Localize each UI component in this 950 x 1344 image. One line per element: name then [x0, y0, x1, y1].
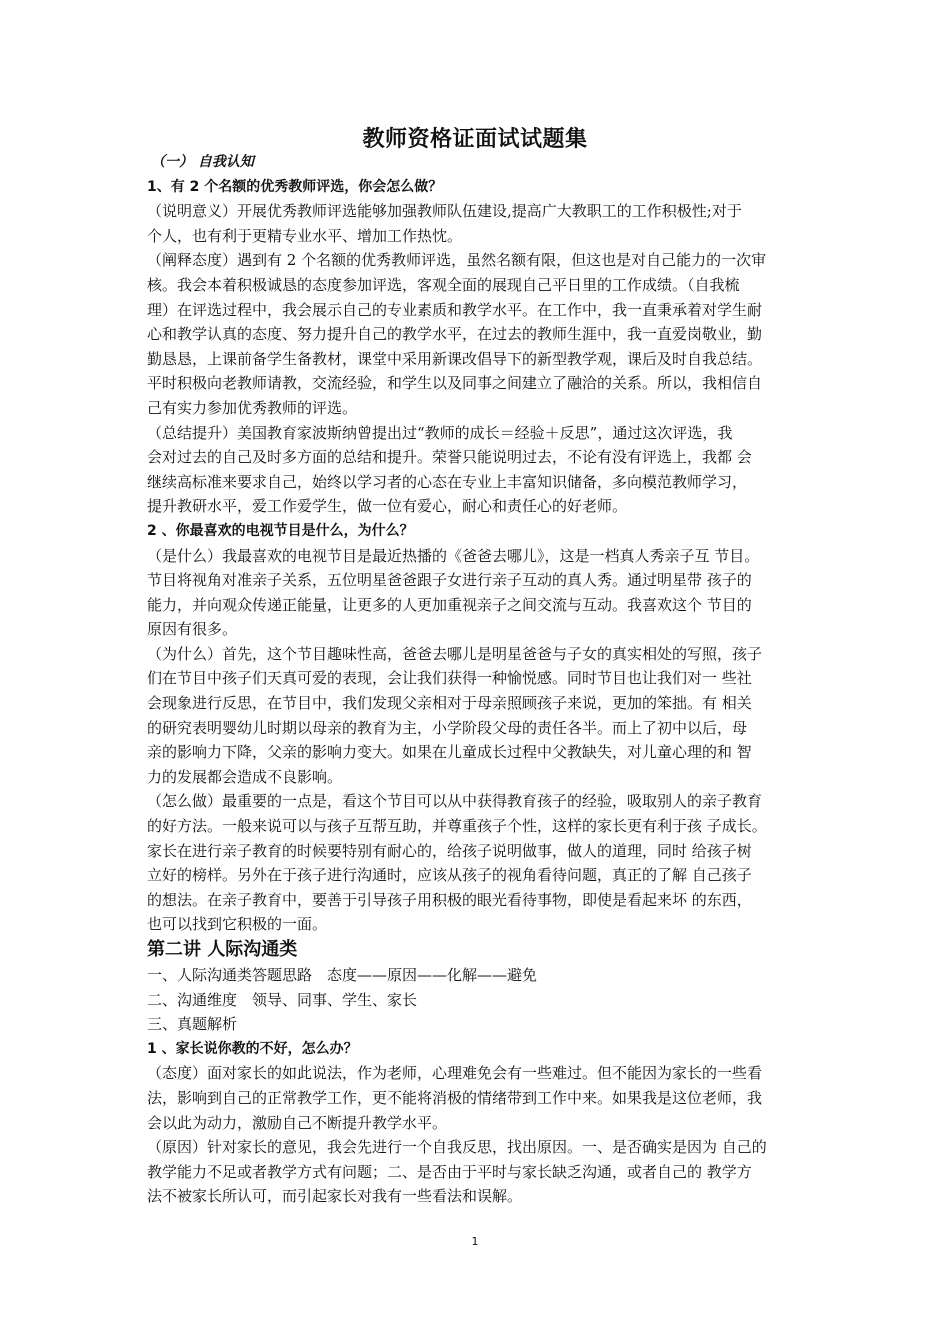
question-heading: 1、有 2 个名额的优秀教师评选，你会怎么做？ [147, 178, 443, 195]
question-heading: 1 、家长说你教的不好，怎么办？ [147, 1040, 358, 1057]
text-line: 己有实力参加优秀教师的评选。 [147, 398, 358, 417]
text-line: 节目将视角对准亲子关系，五位明星爸爸跟子女进行亲子互动的真人秀。通过明星带 孩子的 [147, 571, 752, 590]
text-line: 原因有很多。 [147, 620, 238, 639]
question-heading: 2 、你最喜欢的电视节目是什么，为什么？ [147, 522, 414, 539]
answer-block [147, 1061, 811, 1209]
text-line: 的好方法。一般来说可以与孩子互帮互助，并尊重孩子个性，这样的家长更有利于孩 子成长。 [147, 817, 767, 836]
text-line: 亲的影响力下降，父亲的影响力变大。如果在儿童成长过程中父教缺失，对儿童心理的和 智 [147, 743, 752, 762]
section-heading: （一） 自我认知 [151, 154, 254, 170]
text-line: 会现象进行反思，在节目中，我们发现父亲相对于母亲照顾孩子来说，更加的笨拙。有 相关 [147, 694, 752, 713]
outline-list [147, 963, 811, 1037]
text-line: 提升教研水平，爱工作爱学生，做一位有爱心，耐心和责任心的好老师。 [147, 497, 628, 516]
text-line: 也可以找到它积极的一面。 [147, 915, 328, 934]
text-line: 力的发展都会造成不良影响。 [147, 767, 343, 786]
answer-block [147, 544, 811, 938]
document-title: 教师资格证面试试题集 [362, 127, 588, 152]
text-line: （为什么）首先，这个节目趣味性高，爸爸去哪儿是明星爸爸与子女的真实相处的写照，孩子 [147, 644, 763, 663]
text-line: 三、真题解析 [147, 1015, 238, 1034]
text-line: （总结提升）美国教育家波斯纳曾提出过“教师的成长＝经验＋反思”，通过这次评选，我 [147, 423, 733, 442]
text-line: （阐释态度）遇到有 2 个名额的优秀教师评选，虽然名额有限，但这也是对自己能力的一次审 [147, 251, 767, 270]
answer-block [147, 199, 811, 519]
text-line: 的想法。在亲子教育中，要善于引导孩子用积极的眼光看待事物，即使是看起来坏 的东西， [147, 890, 752, 909]
text-line: 教学能力不足或者教学方式有问题；二、是否由于平时与家长缺乏沟通，或者自己的 教学方 [147, 1162, 752, 1181]
text-line: 理）在评选过程中，我会展示自己的专业素质和教学水平。在工作中，我一直秉承着对学生耐 [147, 300, 763, 319]
text-line: 能力，并向观众传递正能量，让更多的人更加重视亲子之间交流与互动。我喜欢这个 节目的 [147, 595, 752, 614]
document-body [147, 150, 811, 1209]
text-line: （态度）面对家长的如此说法，作为老师，心理难免会有一些难过。但不能因为家长的一些看 [147, 1064, 763, 1083]
text-line: 法不被家长所认可，而引起家长对我有一些看法和误解。 [147, 1187, 523, 1206]
text-line: 会对过去的自己及时多方面的总结和提升。荣誉只能说明过去，不论有没有评选上，我都 会 [147, 448, 752, 467]
text-line: （说明意义）开展优秀教师评选能够加强教师队伍建设,提高广大教职工的工作积极性;对于 [147, 202, 742, 221]
text-line: 继续高标准来要求自己，始终以学习者的心态在专业上丰富知识储备，多向模范教师学习， [147, 472, 748, 491]
text-line: （怎么做）最重要的一点是，看这个节目可以从中获得教育孩子的经验，吸取别人的亲子教育 [147, 792, 763, 811]
text-line: 的研究表明婴幼儿时期以母亲的教育为主，小学阶段父母的责任各半。而上了初中以后，母 [147, 718, 748, 737]
text-line: 平时积极向老教师请教，交流经验，和学生以及同事之间建立了融洽的关系。所以，我相信自 [147, 374, 763, 393]
text-line: 二、沟通维度 领导、同事、学生、家长 [147, 990, 418, 1009]
text-line: 核。我会本着积极诚恳的态度参加评选，客观全面的展现自己平日里的工作成绩。（自我梳 [147, 275, 740, 294]
text-line: 家长在进行亲子教育的时候要特别有耐心的，给孩子说明做事，做人的道理，同时 给孩子树 [147, 841, 752, 860]
text-line: 心和教学认真的态度、努力提升自己的教学水平，在过去的教师生涯中，我一直爱岗敬业，勤 [147, 325, 763, 344]
text-line: 勤恳恳，上课前备学生备教材，课堂中采用新课改倡导下的新型教学观，课后及时自我总结。 [147, 349, 763, 368]
text-line: 们在节目中孩子们天真可爱的表现，会让我们获得一种愉悦感。同时节目也让我们对一 些社 [147, 669, 752, 688]
text-line: 会以此为动力，激励自己不断提升教学水平。 [147, 1113, 448, 1132]
text-line: 立好的榜样。另外在于孩子进行沟通时，应该从孩子的视角看待问题，真正的了解 自己孩子 [147, 866, 752, 885]
text-line: 法，影响到自己的正常教学工作，更不能将消极的情绪带到工作中来。如果我是这位老师，我 [147, 1088, 763, 1107]
text-line: 个人，也有利于更精专业水平、增加工作热忱。 [147, 226, 463, 245]
page-number: 1 [471, 1235, 479, 1248]
lecture-heading: 第二讲 人际沟通类 [147, 939, 298, 960]
text-line: 一、人际沟通类答题思路 态度——原因——化解——避免 [147, 966, 538, 984]
text-line: （是什么）我最喜欢的电视节目是最近热播的《爸爸去哪儿》，这是一档真人秀亲子互 节目。 [147, 546, 760, 565]
text-line: （原因）针对家长的意见，我会先进行一个自我反思，找出原因。一、是否确实是因为 自己的 [147, 1138, 767, 1157]
